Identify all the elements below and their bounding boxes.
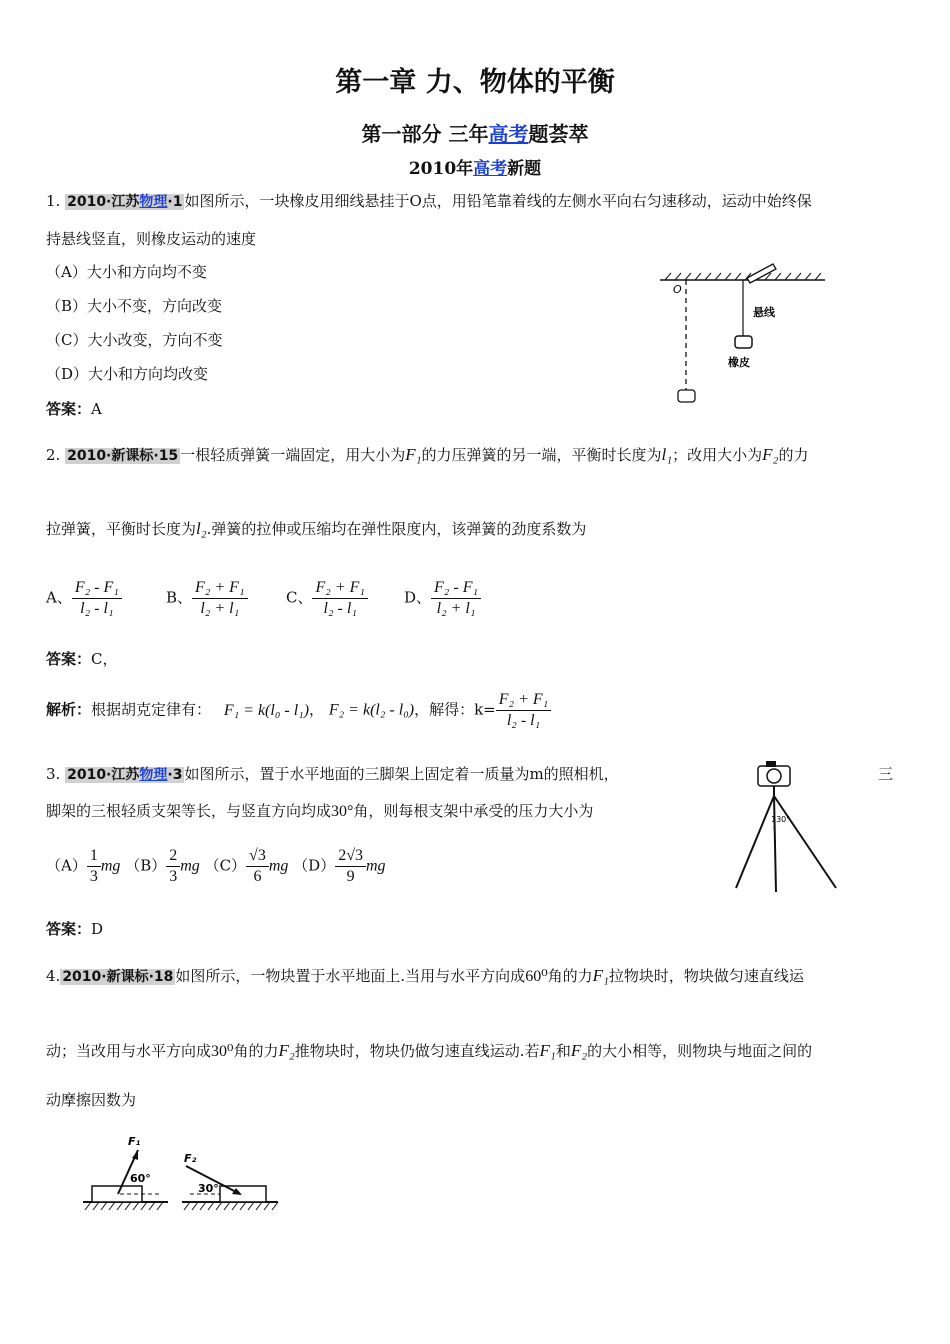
question-1-line2: 持悬线竖直，则橡皮运动的速度 — [46, 230, 257, 248]
question-number: 1. — [46, 192, 61, 210]
block-force-figure — [80, 1130, 285, 1220]
question-2-line1: 2. 2010·新课标·15 一根轻质弹簧一端固定，用大小为F₁的力压弹簧的另一端，平衡时长度为l₁；改用大小为F₂的力 — [46, 445, 809, 464]
year-text: 2010年 — [408, 159, 474, 179]
question-4-line1: 4. 2010·新课标·18 如图所示，一物块置于水平地面上.当用与水平方向成60⁰角的力F₁拉物块时，物块做匀速直线运 — [46, 966, 804, 985]
answer-3: 答案：D — [46, 920, 104, 938]
section-title — [0, 118, 950, 147]
question-source-tag: 2010·新课标·18 — [62, 969, 174, 985]
q3-options: （A） $\frac{1}{3}$ mg （B） $\frac{2}{3}$ mg （C） $\frac{√3}{6}$ mg （D） $\frac{2√3}{9}$ mg — [46, 847, 386, 885]
q2-option-d: D、 $\frac{\text{F₂ - F₁}}{\text{l₂ + l₁}}$ — [404, 578, 481, 619]
question-3-line2: 脚架的三根轻质支架等长，与竖直方向均成30°角，则每根支架中承受的压力大小为 — [46, 802, 594, 820]
question-3-line1-end: 三 — [878, 765, 894, 783]
angle-30-label: 30° — [198, 1182, 219, 1195]
question-1-line1 — [46, 190, 812, 211]
tripod-camera-figure — [728, 752, 843, 894]
subtitle-text-end: 题荟萃 — [528, 122, 589, 146]
page-title: 第一章 力、物体的平衡 — [335, 67, 615, 98]
eraser-initial — [678, 390, 695, 402]
q2-option-a: A、 $\frac{\text{F₂ - F₁}}{\text{l₂ - l₁}}$ — [46, 578, 122, 619]
analysis-2: 解析：根据胡克定律有： F₁ = k(l₀ - l₁)， F₂ = k(l₂ - l₀)，解得：k= $\frac{\text{F₂ + F₁}}{\text{l₂ - l₁}}$ — [46, 690, 551, 731]
answer-1: 答案：A — [46, 400, 102, 418]
gaokao-link[interactable]: 高考 — [488, 122, 529, 146]
f1-label: F₁ — [128, 1135, 141, 1148]
year-heading — [0, 154, 950, 179]
eraser-icon — [735, 336, 752, 348]
angle-label: 130° — [771, 815, 791, 824]
subtitle-text: 第一部分 三年 — [361, 122, 489, 146]
question-source-tag: 2010·新课标·15 — [67, 448, 179, 464]
answer-2: 答案：C， — [46, 650, 118, 668]
physics-link[interactable]: 物理 — [139, 767, 168, 783]
angle-60-label: 60° — [130, 1172, 151, 1185]
question-4-line2: 动；当改用与水平方向成30⁰角的力F₂推物块时，物块仍做匀速直线运动.若F₁和F₂的大小相等，则物块与地面之间的 — [46, 1041, 813, 1060]
point-o-label: O — [673, 283, 682, 296]
q2-option-c: C、 $\frac{\text{F₂ + F₁}}{\text{l₂ - l₁}}$ — [286, 578, 368, 619]
block-2 — [220, 1186, 266, 1202]
option-c: （C）大小改变，方向不变 — [46, 331, 223, 349]
question-4-line3: 动摩擦因数为 — [46, 1091, 137, 1109]
question-text: 如图所示，一块橡皮用细线悬挂于O点，用铅笔靠着线的左侧水平向右匀速移动，运动中始终保 — [184, 192, 812, 210]
year-text-end: 新题 — [507, 159, 542, 179]
option-d: （D）大小和方向均改变 — [46, 365, 209, 383]
gaokao-link-2[interactable]: 高考 — [473, 159, 508, 179]
pendulum-figure — [655, 258, 830, 408]
question-source-tag: 2010·江苏物理·3 — [67, 767, 183, 783]
option-a: （A）大小和方向均不变 — [46, 263, 207, 281]
question-2-line2: 拉弹簧，平衡时长度为l₂.弹簧的拉伸或压缩均在弹性限度内，该弹簧的劲度系数为 — [46, 519, 587, 538]
string-label: 悬线 — [753, 306, 775, 319]
physics-link[interactable]: 物理 — [139, 194, 168, 210]
question-3-line1: 3. 2010·江苏物理·3 如图所示，置于水平地面的三脚架上固定着一质量为m的照相机， — [46, 765, 619, 783]
eraser-label: 橡皮 — [728, 356, 750, 369]
option-b: （B）大小不变，方向改变 — [46, 297, 223, 315]
question-source-tag: 2010·江苏物理·1 — [67, 194, 183, 210]
f2-label: F₂ — [184, 1152, 197, 1165]
q2-option-b: B、 $\frac{\text{F₂ + F₁}}{\text{l₂ + l₁}}$ — [166, 578, 248, 619]
